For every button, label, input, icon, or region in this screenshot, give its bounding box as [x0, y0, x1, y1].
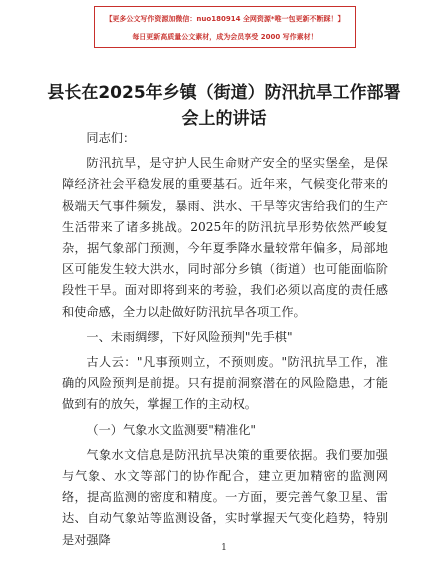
promo-line-2: 每日更新高质量公文素材，成为会员享受 2000 写作素材！ — [132, 33, 318, 41]
title-line-2: 会上的讲话 — [181, 109, 267, 129]
document-title — [0, 80, 448, 132]
paragraph-section-1: 古人云："凡事预则立，不预则废。"防汛抗旱工作，准确的风险预判是前提。只有提前洞察潜在的风险隐患，才能做到有的放矢，掌握工作的主动权。 — [62, 355, 388, 412]
paragraph-subsection-1: 气象水文信息是防汛抗旱决策的重要依据。我们要加强与气象、水文等部门的协作配合，建立更加精密的监测网络，提高监测的密度和精度。一方面，要完善气象卫星、雷达、自动气象站等监测设备，实时掌握天气变化趋势，特别是对强降 — [62, 447, 388, 547]
paragraph-intro: 防汛抗旱，是守护人民生命财产安全的坚实堡垒，是保障经济社会平稳发展的重要基石。近年来，气候变化带来的极端天气事件频发，暴雨、洪水、干旱等灾害给我们的生产生活带来了诸多挑战。2025年的防汛抗旱形势依然严峻复杂，据气象部门预测，今年夏季降水量较常年偏多，局部地区可能发生较大洪水，同时部分乡镇（街道）也可能面临阶段性干旱。面对即将到来的考验，我们必须以高度的责任感和使命感，全力以赴做好防汛抗旱各项工作。 — [62, 156, 388, 319]
document-body — [62, 128, 388, 551]
title-line-1: 县长在2025年乡镇（街道）防汛抗旱工作部署 — [47, 83, 401, 103]
subsection-heading-1: （一）气象水文监测要"精准化" — [86, 422, 257, 437]
section-heading-1: 一、未雨绸缪，下好风险预判"先手棋" — [86, 329, 293, 344]
promo-line-1: 【更多公文写作资源加微信：nuo180914 全网资源*唯一包更新不断踩！】 — [105, 15, 345, 23]
page-number: 1 — [221, 543, 227, 553]
promo-banner — [94, 6, 356, 48]
greeting: 同志们： — [86, 131, 136, 145]
